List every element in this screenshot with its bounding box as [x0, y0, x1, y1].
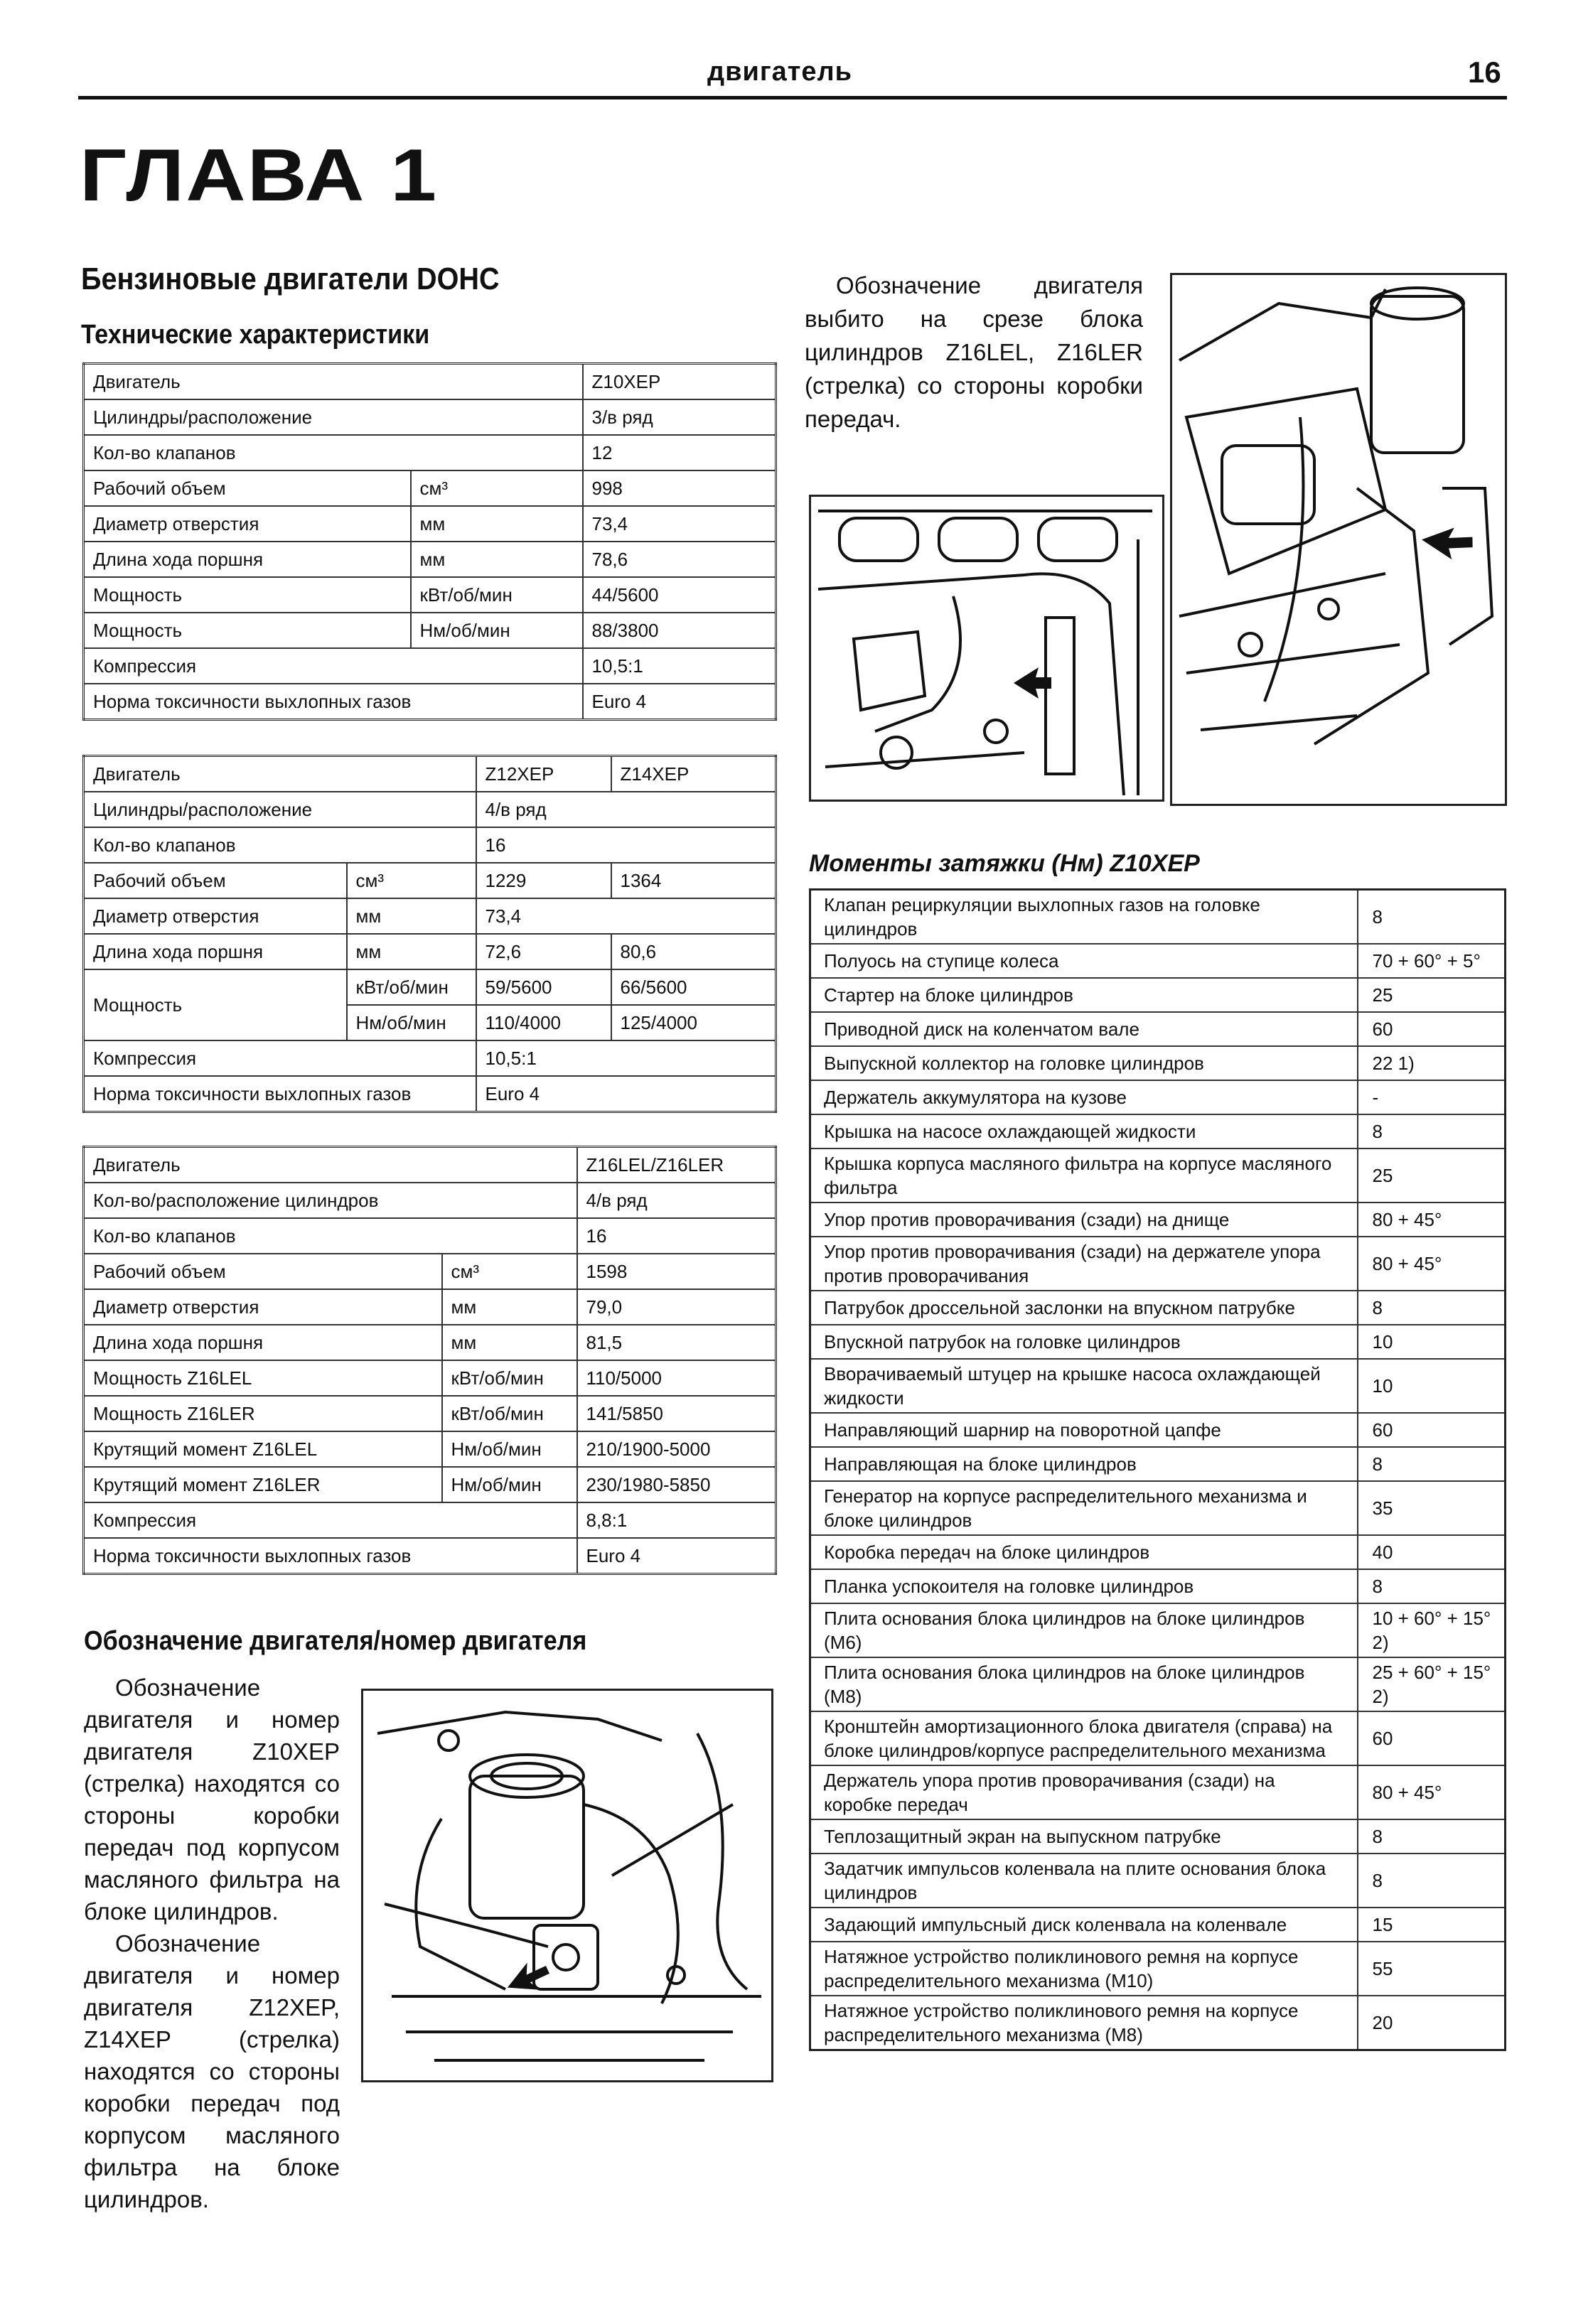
table-row: [84, 1360, 776, 1396]
torque-value: 25 + 60° + 15° 2): [1358, 1657, 1506, 1711]
torque-value: 60: [1358, 1413, 1506, 1447]
torque-item: Генератор на корпусе распределительного механизма и блоке цилиндров: [810, 1481, 1358, 1535]
table-row: [84, 1467, 776, 1502]
table-cell: Длина хода поршня: [84, 1325, 442, 1360]
table-cell: 3/в ряд: [583, 399, 776, 435]
table-cell: 4/в ряд: [577, 1183, 776, 1218]
table-row: [810, 1046, 1506, 1080]
table-row: [810, 1325, 1506, 1359]
torque-item: Вворачиваемый штуцер на крышке насоса охлаждающей жидкости: [810, 1359, 1358, 1413]
page-number: 16: [1468, 55, 1501, 89]
table-cell: мм: [442, 1289, 577, 1325]
torque-item: Крышка корпуса масляного фильтра на корпусе масляного фильтра: [810, 1148, 1358, 1203]
table-cell: Кол-во клапанов: [84, 827, 476, 863]
table-cell: Нм/об/мин: [411, 613, 583, 648]
table-cell: Норма токсичности выхлопных газов: [84, 1538, 577, 1574]
torque-item: Теплозащитный экран на выпускном патрубке: [810, 1819, 1358, 1854]
table-cell: 1598: [577, 1254, 776, 1289]
spec-table-z12xep-z14xep: [82, 755, 777, 1113]
torque-item: Крышка на насосе охлаждающей жидкости: [810, 1114, 1358, 1148]
torque-value: 40: [1358, 1535, 1506, 1569]
table-cell: Мощность: [84, 577, 411, 613]
table-cell: 10,5:1: [583, 648, 776, 684]
torque-item: Направляющий шарнир на поворотной цапфе: [810, 1413, 1358, 1447]
table-cell: кВт/об/мин: [347, 969, 476, 1005]
torque-title: Моменты затяжки (Нм) Z10XEP: [809, 850, 1200, 877]
torque-value: 80 + 45°: [1358, 1203, 1506, 1237]
table-cell: Z10XEP: [583, 364, 776, 400]
table-cell: Двигатель: [84, 1147, 577, 1183]
table-cell: кВт/об/мин: [442, 1360, 577, 1396]
right-intro-paragraph: Обозначение двигателя выбито на срезе блока цилиндров Z16LEL, Z16LER (стрелка) со стороны коробки передач.: [805, 272, 1143, 432]
table-row: [84, 1147, 776, 1183]
torque-item: Натяжное устройство поликлинового ремня на корпусе распределительного механизма (М10): [810, 1942, 1358, 1996]
table-cell: Норма токсичности выхлопных газов: [84, 684, 583, 720]
table-cell: 125/4000: [611, 1005, 776, 1040]
torque-value: 80 + 45°: [1358, 1765, 1506, 1819]
engine-photo-cylinder-block: [809, 495, 1164, 802]
table-row: [84, 1254, 776, 1289]
table-cell: Цилиндры/расположение: [84, 792, 476, 827]
table-cell: 44/5600: [583, 577, 776, 613]
table-cell: Крутящий момент Z16LER: [84, 1467, 442, 1502]
right-intro-text: [805, 269, 1143, 436]
table-cell: 1229: [476, 863, 611, 898]
table-cell: Z14XEP: [611, 756, 776, 792]
torque-item: Коробка передач на блоке цилиндров: [810, 1535, 1358, 1569]
table-cell: Euro 4: [583, 684, 776, 720]
torque-value: 10 + 60° + 15° 2): [1358, 1603, 1506, 1657]
table-row: [84, 542, 776, 577]
table-row: [84, 648, 776, 684]
table-cell: 79,0: [577, 1289, 776, 1325]
torque-item: Кронштейн амортизационного блока двигателя (справа) на блоке цилиндров/корпусе распределительного механизма: [810, 1711, 1358, 1765]
table-cell: кВт/об/мин: [442, 1396, 577, 1431]
table-cell: кВт/об/мин: [411, 577, 583, 613]
torque-value: 8: [1358, 1447, 1506, 1481]
table-row: [810, 1765, 1506, 1819]
specs-title: Технические характеристики: [81, 320, 430, 350]
table-cell: мм: [347, 898, 476, 934]
table-cell: 81,5: [577, 1325, 776, 1360]
table-row: [84, 792, 776, 827]
table-cell: 4/в ряд: [476, 792, 776, 827]
table-cell: 73,4: [583, 506, 776, 542]
arrow-icon: [501, 1956, 554, 2001]
table-cell: 1364: [611, 863, 776, 898]
table-cell: Длина хода поршня: [84, 542, 411, 577]
torque-value: 15: [1358, 1908, 1506, 1942]
table-cell: Euro 4: [577, 1538, 776, 1574]
torque-item: Патрубок дроссельной заслонки на впускном патрубке: [810, 1291, 1358, 1325]
table-row: [810, 1942, 1506, 1996]
torque-value: 8: [1358, 1114, 1506, 1148]
table-row: [84, 1502, 776, 1538]
torque-item: Держатель упора против проворачивания (сзади) на коробке передач: [810, 1765, 1358, 1819]
table-cell: Мощность: [84, 969, 347, 1040]
table-cell: 110/4000: [476, 1005, 611, 1040]
table-cell: мм: [411, 542, 583, 577]
table-cell: 16: [476, 827, 776, 863]
torque-table: [809, 888, 1506, 2051]
table-row: [84, 470, 776, 506]
torque-value: 35: [1358, 1481, 1506, 1535]
chapter-title: ГЛАВА 1: [80, 134, 439, 217]
table-row: [84, 1040, 776, 1076]
table-row: [84, 684, 776, 720]
table-cell: 210/1900-5000: [577, 1431, 776, 1467]
torque-value: 70 + 60° + 5°: [1358, 944, 1506, 978]
table-row: [84, 1289, 776, 1325]
table-row: [84, 898, 776, 934]
table-row: [84, 577, 776, 613]
table-row: [84, 1218, 776, 1254]
table-cell: мм: [411, 506, 583, 542]
table-cell: Нм/об/мин: [442, 1431, 577, 1467]
table-row: [84, 1076, 776, 1112]
torque-value: 22 1): [1358, 1046, 1506, 1080]
table-row: [810, 1535, 1506, 1569]
torque-item: Задающий импульсный диск коленвала на коленвале: [810, 1908, 1358, 1942]
table-row: [84, 506, 776, 542]
arrow-icon: [1419, 520, 1476, 564]
engine-id-paragraph-1: Обозначение двигателя и номер двигателя Z10XEP (стрелка) находятся со стороны коробки передач под корпусом масляного фильтра на блоке цилиндров.: [84, 1674, 340, 1925]
torque-value: 25: [1358, 978, 1506, 1012]
table-cell: Рабочий объем: [84, 1254, 442, 1289]
torque-item: Выпускной коллектор на головке цилиндров: [810, 1046, 1358, 1080]
table-row: [810, 1603, 1506, 1657]
engine-id-title: Обозначение двигателя/номер двигателя: [84, 1626, 587, 1656]
torque-value: 60: [1358, 1711, 1506, 1765]
torque-item: Держатель аккумулятора на кузове: [810, 1080, 1358, 1114]
torque-value: 8: [1358, 1291, 1506, 1325]
torque-item: Упор против проворачивания (сзади) на днище: [810, 1203, 1358, 1237]
torque-value: 60: [1358, 1012, 1506, 1046]
table-cell: 8,8:1: [577, 1502, 776, 1538]
table-cell: мм: [442, 1325, 577, 1360]
table-cell: Двигатель: [84, 364, 583, 400]
table-row: [810, 1080, 1506, 1114]
table-cell: см³: [411, 470, 583, 506]
torque-item: Направляющая на блоке цилиндров: [810, 1447, 1358, 1481]
table-row: [810, 1114, 1506, 1148]
table-row: [810, 1854, 1506, 1908]
table-row: [810, 890, 1506, 945]
torque-item: Плита основания блока цилиндров на блоке цилиндров (М8): [810, 1657, 1358, 1711]
table-row: [810, 1203, 1506, 1237]
table-row: [810, 1657, 1506, 1711]
table-cell: Кол-во клапанов: [84, 435, 583, 470]
table-cell: Компрессия: [84, 1040, 476, 1076]
engine-id-photo-z10xep: [361, 1689, 773, 2082]
running-header: двигатель: [707, 57, 853, 87]
table-cell: 72,6: [476, 934, 611, 969]
table-cell: Мощность Z16LEL: [84, 1360, 442, 1396]
table-row: [84, 364, 776, 400]
table-cell: Диаметр отверстия: [84, 1289, 442, 1325]
header-rule: [78, 96, 1507, 99]
torque-item: Упор против проворачивания (сзади) на держателе упора против проворачивания: [810, 1237, 1358, 1291]
table-cell: 230/1980-5850: [577, 1467, 776, 1502]
table-cell: Кол-во/расположение цилиндров: [84, 1183, 577, 1218]
torque-value: 8: [1358, 1569, 1506, 1603]
table-row: [84, 827, 776, 863]
table-row: [84, 1396, 776, 1431]
table-cell: см³: [442, 1254, 577, 1289]
table-row: [810, 944, 1506, 978]
torque-value: 55: [1358, 1942, 1506, 1996]
section-title: Бензиновые двигатели DOHC: [81, 262, 500, 296]
engine-block-illustration: [1172, 275, 1505, 804]
torque-value: 10: [1358, 1325, 1506, 1359]
torque-item: Плита основания блока цилиндров на блоке цилиндров (М6): [810, 1603, 1358, 1657]
table-cell: Компрессия: [84, 648, 583, 684]
table-cell: Euro 4: [476, 1076, 776, 1112]
table-cell: 110/5000: [577, 1360, 776, 1396]
torque-item: Приводной диск на коленчатом вале: [810, 1012, 1358, 1046]
table-cell: 88/3800: [583, 613, 776, 648]
torque-value: 25: [1358, 1148, 1506, 1203]
table-cell: Мощность Z16LER: [84, 1396, 442, 1431]
torque-value: 8: [1358, 1819, 1506, 1854]
table-cell: 59/5600: [476, 969, 611, 1005]
table-row: [810, 1908, 1506, 1942]
table-cell: Компрессия: [84, 1502, 577, 1538]
table-row: [84, 1538, 776, 1574]
torque-item: Стартер на блоке цилиндров: [810, 978, 1358, 1012]
torque-value: 20: [1358, 1996, 1506, 2050]
table-cell: Мощность: [84, 613, 411, 648]
table-cell: 80,6: [611, 934, 776, 969]
torque-item: Полуось на ступице колеса: [810, 944, 1358, 978]
table-row: [810, 1148, 1506, 1203]
table-cell: Цилиндры/расположение: [84, 399, 583, 435]
table-row: [810, 1359, 1506, 1413]
table-cell: Z12XEP: [476, 756, 611, 792]
table-cell: Диаметр отверстия: [84, 898, 347, 934]
table-row: [84, 1325, 776, 1360]
table-cell: Норма токсичности выхлопных газов: [84, 1076, 476, 1112]
table-row: [84, 435, 776, 470]
table-cell: 66/5600: [611, 969, 776, 1005]
table-row: [810, 1569, 1506, 1603]
table-cell: 141/5850: [577, 1396, 776, 1431]
engine-photo-block-side: [1170, 273, 1507, 806]
torque-value: 10: [1358, 1359, 1506, 1413]
spec-table-z10xep: [82, 362, 777, 721]
table-row: [810, 1291, 1506, 1325]
table-cell: мм: [347, 934, 476, 969]
table-cell: 12: [583, 435, 776, 470]
table-cell: Рабочий объем: [84, 863, 347, 898]
cylinder-block-illustration: [811, 497, 1162, 800]
table-cell: Нм/об/мин: [347, 1005, 476, 1040]
table-row: [810, 1711, 1506, 1765]
table-cell: Z16LEL/Z16LER: [577, 1147, 776, 1183]
table-row: [84, 969, 776, 1005]
table-row: [810, 1447, 1506, 1481]
table-row: [810, 1819, 1506, 1854]
table-row: [810, 1481, 1506, 1535]
spec-table-z16lel-z16ler: [82, 1146, 777, 1575]
table-cell: 78,6: [583, 542, 776, 577]
table-row: [810, 1237, 1506, 1291]
table-row: [84, 756, 776, 792]
table-row: [84, 934, 776, 969]
engine-id-text: [84, 1672, 340, 2215]
engine-id-paragraph-2: Обозначение двигателя и номер двигателя Z12XEP, Z14XEP (стрелка) находятся со стороны коробки передач под корпусом масляного фильтра на блоке цилиндров.: [84, 1930, 340, 2212]
table-row: [84, 1431, 776, 1467]
torque-item: Задатчик импульсов коленвала на плите основания блока цилиндров: [810, 1854, 1358, 1908]
table-row: [84, 613, 776, 648]
torque-item: Натяжное устройство поликлинового ремня на корпусе распределительного механизма (М8): [810, 1996, 1358, 2050]
table-cell: 73,4: [476, 898, 776, 934]
torque-value: 80 + 45°: [1358, 1237, 1506, 1291]
table-row: [810, 1996, 1506, 2050]
table-row: [810, 978, 1506, 1012]
torque-item: Впускной патрубок на головке цилиндров: [810, 1325, 1358, 1359]
table-row: [84, 863, 776, 898]
torque-item: Планка успокоителя на головке цилиндров: [810, 1569, 1358, 1603]
table-cell: Двигатель: [84, 756, 476, 792]
table-cell: 998: [583, 470, 776, 506]
engine-drawing-illustration: [363, 1691, 771, 2080]
table-row: [810, 1012, 1506, 1046]
table-cell: Нм/об/мин: [442, 1467, 577, 1502]
table-cell: Длина хода поршня: [84, 934, 347, 969]
table-cell: Диаметр отверстия: [84, 506, 411, 542]
table-cell: Рабочий объем: [84, 470, 411, 506]
table-row: [84, 399, 776, 435]
table-row: [810, 1413, 1506, 1447]
torque-value: 8: [1358, 1854, 1506, 1908]
table-cell: Кол-во клапанов: [84, 1218, 577, 1254]
table-cell: см³: [347, 863, 476, 898]
table-cell: Крутящий момент Z16LEL: [84, 1431, 442, 1467]
torque-item: Клапан рециркуляции выхлопных газов на головке цилиндров: [810, 890, 1358, 945]
torque-value: 8: [1358, 890, 1506, 945]
table-row: [84, 1183, 776, 1218]
table-cell: 16: [577, 1218, 776, 1254]
table-cell: 10,5:1: [476, 1040, 776, 1076]
torque-value: -: [1358, 1080, 1506, 1114]
